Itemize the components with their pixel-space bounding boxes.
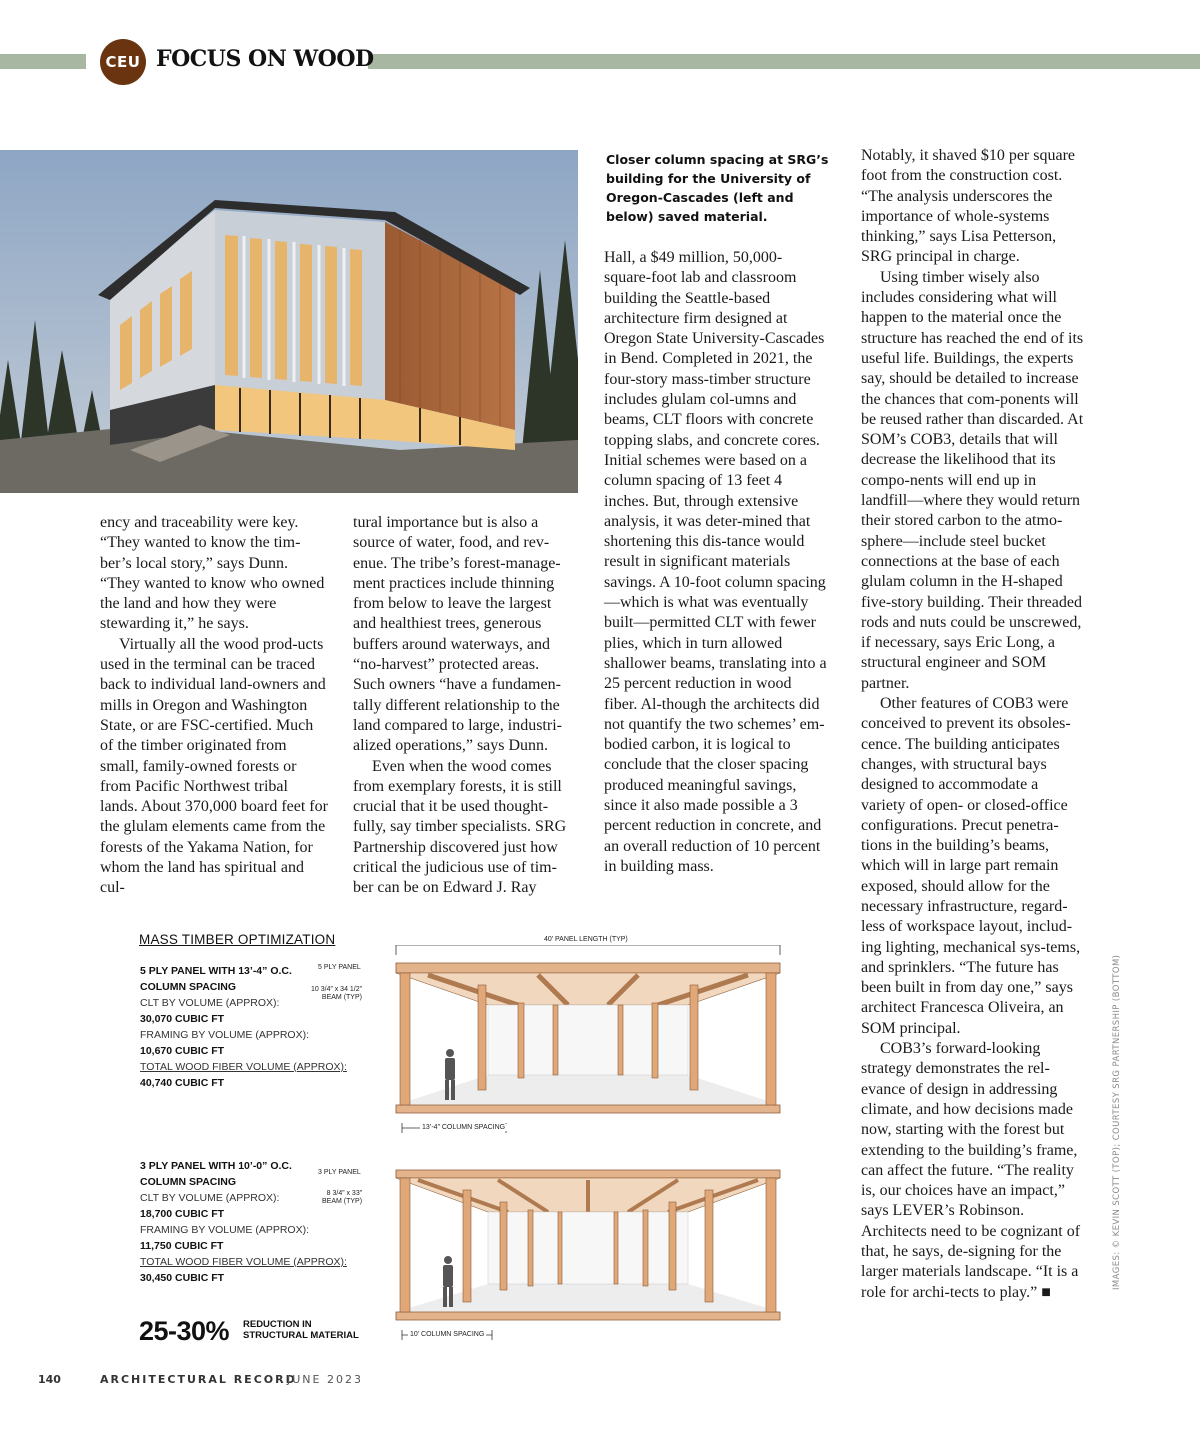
header-bar-left	[0, 54, 86, 69]
section-title: FOCUS ON WOOD	[156, 46, 374, 72]
panel-length-label: 40’ PANEL LENGTH (TYP)	[544, 936, 628, 943]
paragraph: Virtually all the wood prod-ucts used in the terminal can be traced back to individual land-owners and mills in Oregon and Washington State, or are FSC-certified. Much of the timber originated from small, family-owned forests or from Pacific Northwest tribal lands. About 370,000 board feet for the glulam elements came from the forests of the Yakama Nation, for whom the land has spiritual and cul-	[100, 635, 328, 897]
paragraph: Even when the wood comes from exemplary forests, it is still crucial that it be used thought-fully, say timber specialists. SRG Partnership discovered just how critical the judicious use of tim-ber can be on Edward J. Ray	[353, 757, 567, 897]
paragraph: ency and traceability were key. “They wanted to know the tim-ber’s local story,” says Dunn. “They wanted to know who owned the land and how they were stewarding it,” he says.	[100, 514, 325, 633]
spec-heading: 3 PLY PANEL WITH 10’-0” O.C.	[140, 1160, 292, 1172]
timber-frame-top	[388, 945, 783, 1145]
text-column-2	[353, 513, 575, 899]
spec-heading: COLUMN SPACING	[140, 981, 237, 993]
spec-label: TOTAL WOOD FIBER VOLUME (APPROX):	[140, 1256, 347, 1268]
beam-label-line: BEAM (TYP)	[321, 994, 362, 1001]
header-bar-right	[368, 54, 1200, 69]
issue-date: JUNE 2023	[287, 1373, 363, 1386]
page-number: 140	[38, 1373, 61, 1386]
spec-label: CLT BY VOLUME (APPROX):	[140, 997, 280, 1009]
beam-label-line: 8 3/4” x 33”	[326, 1190, 363, 1197]
beam-label-line: 10 3/4” x 34 1/2”	[311, 986, 362, 993]
spacing-label-bottom: 10’ COLUMN SPACING	[410, 1331, 485, 1338]
ceu-badge: CEU	[100, 39, 146, 85]
spec-block-bottom	[140, 1158, 390, 1286]
beam-label-bottom	[322, 1190, 362, 1206]
spec-value: 30,070 CUBIC FT	[140, 1013, 225, 1025]
magazine-name: ARCHITECTURAL RECORD	[100, 1373, 297, 1386]
paragraph: Using timber wisely also includes considering what will happen to the material once the structure has reached the end of its useful life. Buildings, the experts say, should be detailed to increase the chances that com-ponents will be reused rather than discarded. At SOM’s COB3, details that will decrease the likelihood that its compo-nents will end up in landfill—where they would return their stored carbon to the atmo-sphere—include steel bucket connections at the base of each glulam column in the H-shaped five-story building. Their threaded rods and nuts could be unscrewed, if necessary, says Eric Long, a structural engineer and SOM partner.	[861, 268, 1084, 692]
spec-label: FRAMING BY VOLUME (APPROX):	[140, 1224, 309, 1236]
paragraph: Notably, it shaved $10 per square foot from the construction cost. “The analysis underscores the importance of whole-systems thinking,” says Lisa Petterson, SRG principal in charge.	[861, 147, 1076, 266]
image-credit: IMAGES: © KEVIN SCOTT (TOP); COURTESY SRG PARTNERSHIP (BOTTOM)	[1112, 954, 1122, 1290]
spec-label: TOTAL WOOD FIBER VOLUME (APPROX):	[140, 1061, 347, 1073]
beam-label-top	[311, 986, 362, 1002]
spec-value: 18,700 CUBIC FT	[140, 1208, 225, 1220]
spec-value: 40,740 CUBIC FT	[140, 1077, 225, 1089]
paragraph: Other features of COB3 were conceived to prevent its obsoles-cence. The building anticipates changes, with structural bays designed to accommodate a variety of open- or closed-office configurations. Precut penetra-tions in the building’s beams, which will in large part remain exposed, should allow for the necessary infrastructure, regard-less of workspace layout, includ-ing lighting, mechanical sys-tems, and sprinklers. “The future has been built in from day one,” says architect Francesca Oliveira, an SOM principal.	[861, 695, 1081, 1037]
photo-caption: Closer column spacing at SRG’s building for the University of Oregon-Cascades (left and below) saved material.	[606, 152, 829, 224]
reduction-label	[243, 1319, 359, 1341]
building-photo	[0, 150, 578, 493]
reduction-value: 25-30%	[139, 1316, 230, 1346]
spec-value: 11,750 CUBIC FT	[140, 1240, 224, 1252]
panel-label-bottom: 3 PLY PANEL	[318, 1169, 361, 1176]
spec-label: FRAMING BY VOLUME (APPROX):	[140, 1029, 309, 1041]
spec-value: 10,670 CUBIC FT	[140, 1045, 225, 1057]
spec-block-top	[140, 963, 390, 1091]
spec-label: CLT BY VOLUME (APPROX):	[140, 1192, 280, 1204]
reduction-line: STRUCTURAL MATERIAL	[243, 1330, 359, 1341]
paragraph: tural importance but is also a source of water, food, and rev-enue. The tribe’s forest-manage-ment practices include thinning from below to leave the largest and healthiest trees, generous buffers around waterways, and “no-harvest” protected areas. Such owners “have a fundamen-tally different relationship to the land compared to large, industri-alized operations,” says Dunn.	[353, 514, 562, 755]
spec-heading: 5 PLY PANEL WITH 13’-4” O.C.	[140, 965, 292, 977]
spacing-label-top: 13’-4” COLUMN SPACING	[422, 1124, 506, 1131]
text-column-4	[861, 146, 1086, 1303]
panel-label-top: 5 PLY PANEL	[318, 964, 361, 971]
paragraph: COB3’s forward-looking strategy demonstrates the rel-evance of design in addressing climate, and how decisions made now, starting with the forest but extending to the building’s frame, can affect the future. “The reality is, our choices have an impact,” says LEVER’s Robinson. Architects need to be cognizant of that, he says, de-signing for the larger materials landscape. “It is a role for archi-tects to play.” ■	[861, 1040, 1081, 1301]
reduction-line: REDUCTION IN	[243, 1319, 312, 1330]
spec-heading: COLUMN SPACING	[140, 1176, 237, 1188]
timber-frame-bottom	[388, 1162, 783, 1352]
paragraph: Hall, a $49 million, 50,000-square-foot lab and classroom building the Seattle-based architecture firm designed at Oregon State University-Cascades in Bend. Completed in 2021, the four-story mass-timber structure includes glulam col-umns and beams, CLT floors with concrete topping slabs, and concrete cores. Initial schemes were based on a column spacing of 13 feet 4 inches. But, through extensive analysis, it was deter-mined that shortening this dis-tance would result in significant materials savings. A 10-foot column spacing—which is what was eventually built—permitted CLT with fewer plies, which in turn allowed shallower beams, translating into a 25 percent reduction in wood fiber. Al-though the architects did not quantify the two schemes’ em-bodied carbon, it is logical to conclude that the closer spacing produced meaningful savings, since it also made possible a 3 percent reduction in concrete, and an overall reduction of 10 percent in building mass.	[604, 249, 827, 875]
spec-value: 30,450 CUBIC FT	[140, 1272, 225, 1284]
beam-label-line: BEAM (TYP)	[322, 1198, 363, 1205]
text-column-1	[100, 513, 328, 899]
text-column-3	[604, 248, 828, 877]
diagram-title: MASS TIMBER OPTIMIZATION	[139, 932, 336, 947]
